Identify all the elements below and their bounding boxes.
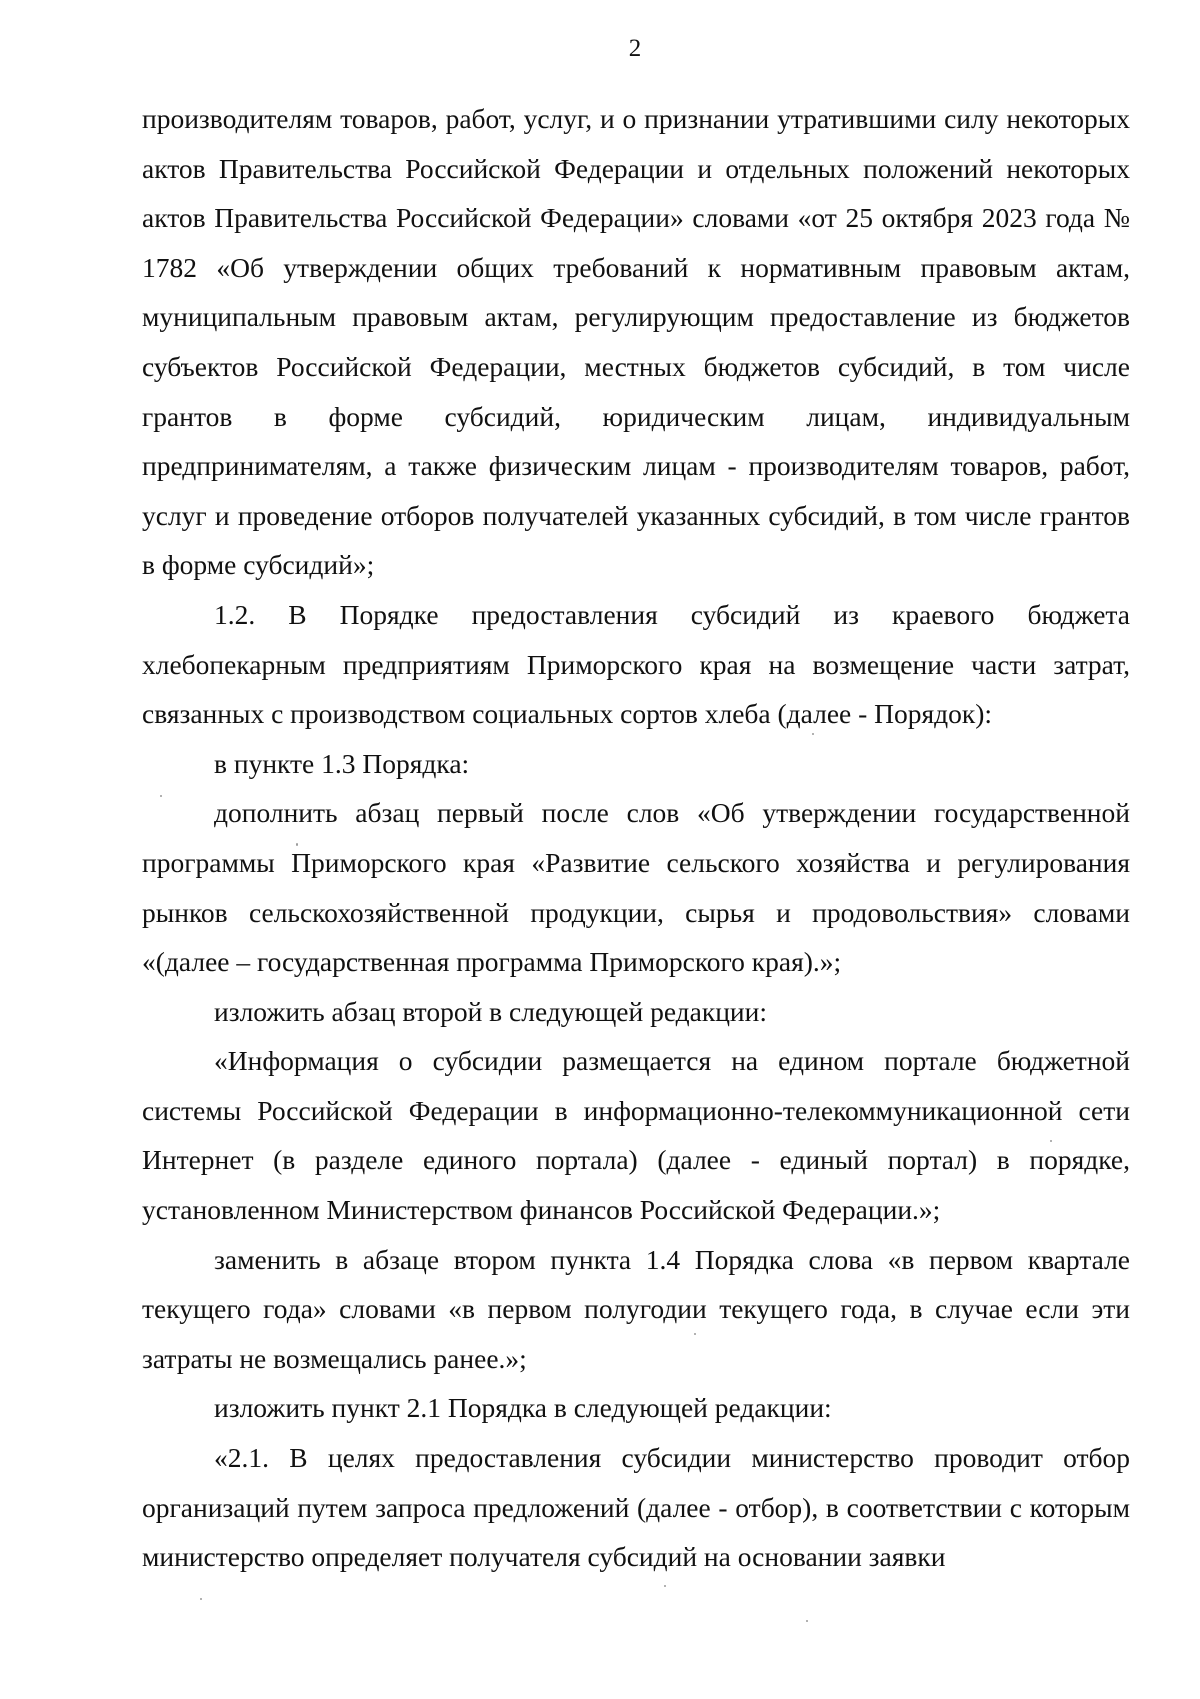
scan-speck: [694, 1333, 696, 1335]
paragraph-restate-2-1: изложить пункт 2.1 Порядка в следующей редакции:: [214, 1392, 832, 1424]
scan-speck: [664, 1585, 666, 1587]
scan-speck: [296, 843, 298, 846]
paragraph-replace-1-4: заменить в абзаце втором пункта 1.4 Порядка слова «в первом квартале текущего года» словами «в первом полугодии текущего года, в случае если эти затраты не возмещались ранее.»;: [142, 1243, 1130, 1374]
scan-speck: [812, 733, 814, 735]
paragraph-supplement-first: дополнить абзац первый после слов «Об утверждении государственной программы Приморского края «Развитие сельского хозяйства и регулирования рынков сельскохозяйственной продукции, сырья и продовольствия» словами «(далее – государственная программа Приморского края).»;: [142, 797, 1130, 978]
paragraph-point-2-1-quote: «2.1. В целях предоставления субсидии министерство проводит отбор организаций путем запроса предложений (далее - отбор), в соответствии с которым министерство определяет получателя субсидий на основании заявки: [142, 1442, 1130, 1573]
scan-speck: [200, 1598, 202, 1600]
paragraph-point-1-3: в пункте 1.3 Порядка:: [214, 747, 470, 779]
paragraph-restate-second: изложить абзац второй в следующей редакции:: [214, 995, 768, 1027]
page-number: 2: [628, 35, 642, 62]
paragraph-1-2: 1.2. В Порядке предоставления субсидий из краевого бюджета хлебопекарным предприятиям Приморского края на возмещение части затрат, связанных с производством социальных сортов хлеба (далее - Порядок):: [142, 598, 1130, 730]
scan-speck: [1050, 1140, 1052, 1142]
document-body: [142, 94, 1130, 1582]
paragraph-information-quote: «Информация о субсидии размещается на едином портале бюджетной системы Российской Федерации в информационно-телекоммуникационной сети Интернет (в разделе единого портала) (далее - единый портал) в порядке, установленном Министерством финансов Российской Федерации.»;: [142, 1045, 1130, 1226]
scan-speck: [806, 1620, 808, 1622]
scan-speck: [160, 795, 162, 797]
paragraph-continuation: производителям товаров, работ, услуг, и о признании утратившими силу некоторых актов Правительства Российской Федерации и отдельных положений некоторых актов Правительства Российской Федерации» словами «от 25 октября 2023 года № 1782 «Об утверждении общих требований к нормативным правовым актам, муниципальным правовым актам, регулирующим предоставление из бюджетов субъектов Российской Федерации, местных бюджетов субсидий, в том числе грантов в форме субсидий, юридическим лицам, индивидуальным предпринимателям, а также физическим лицам - производителям товаров, работ, услуг и проведение отборов получателей указанных субсидий, в том числе грантов в форме субсидий»;: [142, 103, 1130, 581]
